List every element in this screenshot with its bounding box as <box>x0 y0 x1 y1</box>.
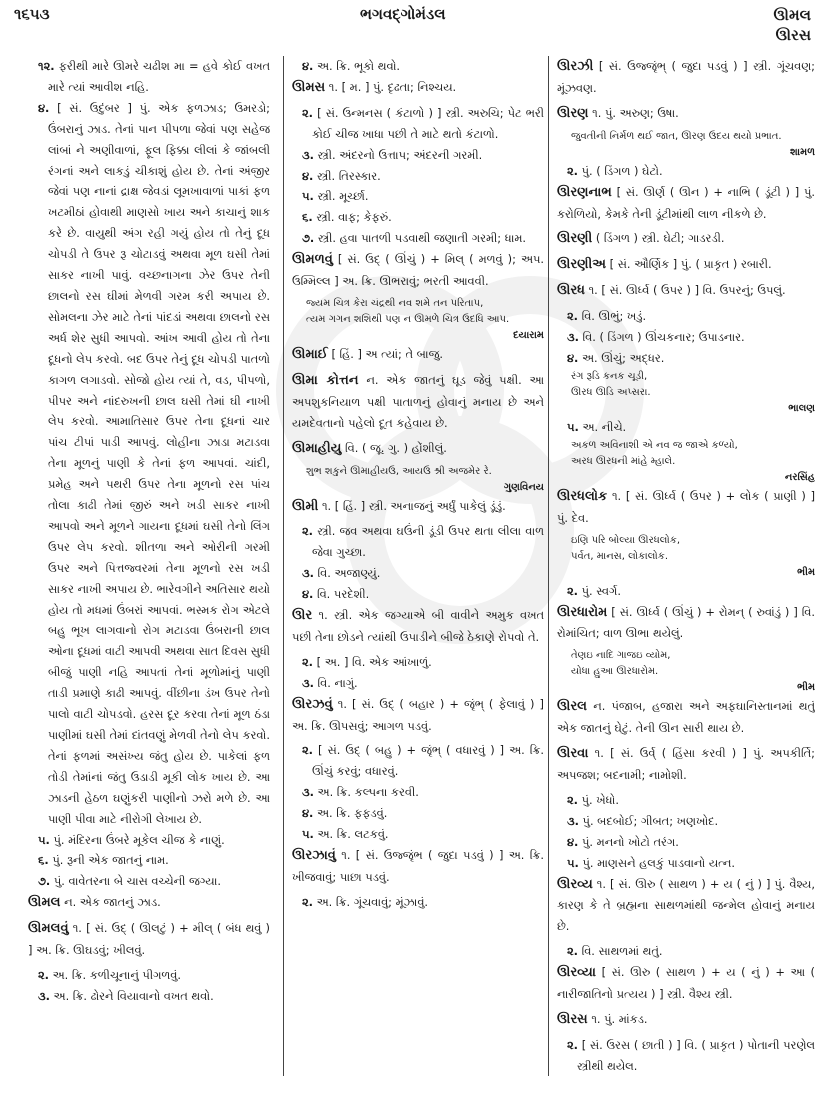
sense-text: ફરીથી મારે ઊમરે ચઢીશ મા = હવે કોઈ વખત મારે ત્યાં આવીશ નહિ. <box>48 59 270 94</box>
sense-text: વિ. નાગું. <box>317 675 358 690</box>
entry-sense <box>567 348 815 369</box>
quote-line: અકળ અવિનાશી એ નવ જ જાએ કળ્યો, <box>571 439 738 451</box>
headword: ઊમા કોત્તન <box>292 372 359 388</box>
quote-line: અરધ ઊરધની માંહે મ્હાલે. <box>571 455 676 467</box>
dictionary-entry <box>557 743 815 786</box>
entry-sense <box>567 1035 815 1076</box>
entry-sense <box>567 941 815 962</box>
entry-sense <box>302 228 544 249</box>
sense-text: પું. વાવેતરના બે ચાસ વચ્ચેની જગ્યા. <box>53 874 222 889</box>
sense-text: પું. ખેધો. <box>581 792 619 807</box>
definition-text: [ સં. ઉજ્જૃંભ્ ( જુદા પડવું ) ] સ્ત્રી. ગૂંચવણ; મૂંઝવણ. <box>557 59 815 95</box>
column-middle <box>283 56 544 1076</box>
sense-text: વિ. સાથળમાં થતું. <box>581 944 663 959</box>
dictionary-columns <box>0 56 825 1093</box>
entry-sense <box>38 965 270 986</box>
definition-text: ૧. [ સં. ઉદ્ ( ઊલટું ) + મીલ્ ( બંધ થવું ) ] અ. ક્રિ. ઊઘડવું; ખીલવું. <box>28 921 270 958</box>
entry-sense <box>38 986 270 1007</box>
headword: ઊરવ્યા <box>557 965 596 981</box>
headword: ઊરધારોમ <box>557 604 608 620</box>
sense-text: અ. ક્રિ. ભૂકો થવો. <box>317 59 401 73</box>
definition-text: વિ. ( જૂ. ગુ. ) હોંશીલું. <box>345 440 447 455</box>
headword: ઊરલ <box>557 699 587 715</box>
sense-text: અ. ક્રિ. કળીચૂનાનું પીગળવું. <box>52 967 182 982</box>
entry-sense <box>302 673 544 694</box>
sense-text: પું. માણસને હલકું પાડવાનો યત્ન. <box>582 855 736 870</box>
sense-number: ૪. <box>302 59 314 73</box>
dictionary-entry <box>557 228 815 250</box>
dictionary-entry <box>557 182 815 225</box>
dictionary-entry <box>292 249 544 292</box>
sense-text: અ. ક્રિ. ઢોરને વિયાવાનો વખત થવો. <box>53 988 214 1003</box>
quote-line: તેણઇ નાદિ ગાજઇ વ્યોમ, <box>571 650 671 662</box>
dictionary-entry <box>557 962 815 1005</box>
sense-text: સ્ત્રી. તિરસ્કાર. <box>317 168 381 183</box>
sense-number: ૪. <box>302 168 314 183</box>
quote-source: ગુણવિનય <box>503 481 544 493</box>
headword: ઊમી <box>292 498 319 514</box>
entry-sense <box>567 790 815 811</box>
dictionary-entry <box>557 874 815 938</box>
sense-number: ૨. <box>567 163 579 178</box>
quote-line: ઇણિ પરિ બોલ્યા ઊરધલોક, <box>571 534 681 546</box>
entry-sense <box>38 871 270 892</box>
sense-text: વિ. અજાણ્યું. <box>317 566 381 581</box>
sense-number: ૩. <box>567 813 579 828</box>
definition-text: ૧. [ સં. ઊર્ધ્વ ( ઉપર ) + લોક ( પ્રાણી ) ] પું. દેવ. <box>557 488 815 525</box>
quote-line: ઊરધ ઊડિ અપ્સરા. <box>571 386 651 398</box>
definition-text: ૧. [ સં. ઊરુ ( સાથળ ) + ય ( નું ) ] પું. વૈશ્ય, કારણ કે તે બ્રહ્મના સાથળમાંથી જન્મેલ હોવાનું મનાય છે. <box>557 876 815 934</box>
sense-number: ૪. <box>567 350 579 365</box>
sense-number: ૪. <box>38 100 50 115</box>
entry-sense <box>567 581 815 602</box>
headword: ઊરણીઅ <box>557 257 606 273</box>
definition-text: [ હિં. ] અ ત્યાં; તે બાજુ. <box>331 346 443 361</box>
definition-text: ( ડિંગળ ) સ્ત્રી. ઘેટી; ગાડરડી. <box>595 231 725 246</box>
dictionary-entry <box>557 602 815 645</box>
sense-number: ૧૨. <box>38 59 55 73</box>
entry-sense <box>302 186 544 207</box>
quote-source: ભાલણ <box>788 402 815 414</box>
headword: ઊમલવું <box>28 921 69 937</box>
entry-sense <box>302 892 544 913</box>
quote-source: ભીમ <box>797 566 815 578</box>
entry-sense <box>567 327 815 348</box>
entry-sense <box>567 161 815 182</box>
quote-line: યોધા હુઆ ઊરધારોમ. <box>571 666 659 678</box>
sense-number: ૬. <box>38 853 49 868</box>
definition-text: [ સં. ઔર્ણિક ] પું. ( પ્રાકૃત ) રબારી. <box>609 257 772 272</box>
citation-quote <box>557 438 815 486</box>
sense-number: ૨. <box>567 1037 579 1052</box>
sense-number: ૪. <box>302 587 314 602</box>
sense-number: ૩. <box>567 330 579 345</box>
headword: ઊમલ <box>28 895 61 911</box>
entry-sense <box>567 853 815 874</box>
headword: ઊરવા <box>557 746 589 762</box>
entry-sense <box>38 56 270 98</box>
sense-text: પું. સ્વર્ગ. <box>581 583 621 598</box>
sense-text: સ્ત્રી. વાફ; કેફરું. <box>316 210 392 225</box>
headword: ઊરસ <box>557 1012 588 1027</box>
entry-sense <box>302 103 544 145</box>
sense-text: [ સં. ઉદ્ ( બહુ ) + જૃંભ્ ( વધારવું ) ] અ. ક્રિ. ઊંચું કરવું; વધારવું. <box>312 743 544 779</box>
entry-sense <box>302 803 544 824</box>
entry-sense <box>302 824 544 845</box>
entry-sense <box>302 145 544 166</box>
entry-sense <box>302 563 544 584</box>
headword: ઊમસ <box>292 79 326 95</box>
dictionary-entry <box>292 370 544 434</box>
sense-text: સ્ત્રી. હવા પાતળી પડવાથી જણાતી ગરમી; ધામ. <box>317 231 527 246</box>
dictionary-entry <box>557 56 815 99</box>
book-title: ભગવદ્ગોમંડલ <box>360 5 446 23</box>
entry-sense <box>302 782 544 803</box>
sense-number: ૨. <box>567 792 579 807</box>
definition-text: ૧. સ્ત્રી. એક જગ્યાએ બી વાવીને અમુક વખત પછી તેના છોડને ત્યાંથી ઉપાડીને બીજે ઠેકાણે રોપવો તે. <box>292 608 544 644</box>
sense-number: ૫. <box>38 832 50 847</box>
headword: ઊરણ <box>557 105 589 121</box>
sense-number: ૭. <box>302 231 315 246</box>
definition-text: [ સં. ઊરુ ( સાથળ ) + ય ( નું ) + આ ( નારીજાતિનો પ્રત્યય ) ] સ્ત્રી. વૈશ્ય સ્ત્રી. <box>557 965 815 1002</box>
dictionary-entry <box>292 438 544 460</box>
sense-number: ૩. <box>302 675 314 690</box>
headword: ઊરધલોક <box>557 488 608 504</box>
sense-text: [ સં. ઉદુંબર ] પું. એક ફળઝાડ; ઉમરડો; ઉંબરાનું ઝાડ. તેનાં પાન પીપળા જેવાં પણ સહેજ લાંબાં ને અણીવાળાં, ફૂલ ફિક્કા લીલાં કે જાંબલી રંગનાં અને લાકડું ચીકાશું હોય છે. તેનાં અંજીર જેવાં પણ નાનાં દ્રાક્ષ જેવડાં લૂમખાવાળાં પાકાં ફળ ખટમીઠાં હોવાથી માણસો ખાય અને કાચાનું શાક કરે છે. વાયુથી અંગ રહી ગયું હોય તો તેનું દૂધ ચોપડી તે ઉપર રૂ ચોટાડવું અથવા મૂળ ઘસી તેમાં સાકર નાખી પાવું. વચ્છનાગના ઝેર ઉપર તેની છાલનો રસ ઘીમાં મેળવી ગરમ કરી અપાય છે. સોમલના ઝેર માટે તેનાં પાંદડાં અથવા છાલનો રસ અર્ધ શેર સુધી આપવો. આંખ આવી હોય તો તેના દૂધનો લેપ કરવો. બદ ઉપર તેનું દૂધ ચોપડી પાતળો કાગળ લગાડવો. સોજો હોય ત્યાં તે, વડ, પીપળો, પીપર અને નાંદરુખની છાલ ઘસી તેમાં ઘી નાખી લેપ કરવો. આમાતિસાર ઉપર તેના દૂધનાં ચાર પાંચ ટીપાં પાડી આપવું. લોહીના ઝાડા મટાડવા તેના મૂળનું પાણી કે તેનાં ફળ આપવાં. ચાંદી, પ્રમેહ અને પથરી ઉપર તેના મૂળનો રસ પાંચ તોલા કાઢી તેમાં જીરું અને ખડી સાકર નાખી આપવો અને મૂળને ગાયના દૂધમાં ઘસી તેનો લિંગ ઉપર લેપ કરવો. શીતળા અને ઓરીની ગરમી ઉપર અને પિત્તજ્વરમાં તેના મૂળનો રસ ખડી સાકર નાખી અપાય છે. ભારેવગીને અતિસાર થયો હોય તો મધમાં ઉંબરાં આપવાં. ભસ્મક રોગ એટલે બહુ ભૂખ લાગવાનો રોગ મટાડવા ઉંબરાની છાલ ઓના દૂધમાં વાટી આપવી અથવા સાત દિવસ સુધી બીજું પાણી નહિ આપતાં તેનાં મૂળોમાંનું પાણી તાડી પ્રમાણે કાઢી આપવું. વીંછીના ડંખ ઉપર તેનો પાલો વાટી ચોપડવો. હરસ દૂર કરવા તેનાં મૂળ ઠંડા પાણીમાં ઘસી તેમાં દાંતવણું મેળવી તેનો લેપ કરવો. તેનાં ફળમાં અસંખ્ય જંતુ હોય છે. પાકેલાં ફળ તોડી તેમાંનાં જંતુ ઉડાડી મૂકી લોક ખાય છે. આ ઝાડની હેઠળ ઘણુંકરી પાણીનો ઝરો મળે છે. આ પાણી પીવા માટે નીરોગી લેખાય છે. <box>48 100 270 826</box>
dictionary-entry <box>292 605 544 648</box>
sense-text: અ. ક્રિ. ફફડવું. <box>317 806 388 821</box>
definition-text: ૧. [ હિં. ] સ્ત્રી. અનાજનું અર્ધું પાકેલું ડૂંડું. <box>321 498 506 513</box>
headword: ઊરઝવું <box>292 696 333 712</box>
dictionary-entry <box>28 918 270 961</box>
entry-sense <box>567 832 815 853</box>
page-number: ૧૬૫૩ <box>14 5 50 23</box>
dictionary-entry <box>557 280 815 302</box>
entry-sense <box>38 98 270 830</box>
sense-number: ૨. <box>567 309 579 324</box>
guide-words <box>774 5 811 45</box>
quote-source: નરસિંહ <box>784 471 815 483</box>
entry-sense <box>302 207 544 228</box>
sense-text: અ. ક્રિ. કલ્પના કરવી. <box>317 785 419 800</box>
quote-line: જ્યમ ચિત્ર કેરા ચંદ્રથી નવ શમે તન પરિતાપ, <box>306 297 484 309</box>
citation-quote <box>557 648 815 696</box>
sense-text: પું. બદબોઈ; ગીબત; ખણખોદ. <box>582 813 719 828</box>
sense-text: અ. ક્રિ. લટકવું. <box>317 827 389 842</box>
headword: ઊમાહીયુ <box>292 440 342 456</box>
dictionary-entry <box>292 496 544 518</box>
definition-text: ન. પંજાબ, હજારા અને અફઘાનિસ્તાનમાં થતું એક જાતનું ઘેટું. તેની ઊન સારી થાય છે. <box>557 699 815 736</box>
sense-text: [ સં. ઉન્મનસ ( કંટાળો ) ] સ્ત્રી. અરુચિ; પેટ ભરી કોઈ ચીજ ખાધા પછી તે માટે થતો કંટાળો. <box>312 105 544 141</box>
dictionary-entry <box>292 694 544 737</box>
dictionary-entry <box>292 344 544 366</box>
entry-sense <box>38 830 270 851</box>
definition-text: ૧. [ સં. ઉર્વ્ ( હિંસા કરવી ) ] પું. અપકીર્તિ; અપજશ; બદનામી; નામોશી. <box>557 746 815 783</box>
headword: ઊરઝી <box>557 59 594 74</box>
entry-sense <box>567 306 815 327</box>
headword: ઊરવ્ય <box>557 876 593 892</box>
sense-text: [ અ. ] વિ. એક આંખાળું. <box>316 654 432 669</box>
sense-number: ૨. <box>567 583 579 598</box>
quote-line: જુવતીની નિર્મળ થઈ જાત, ઊરણ ઉદય થયો પ્રભાત. <box>571 130 782 142</box>
column-right <box>548 56 815 1076</box>
dictionary-entry <box>292 77 544 99</box>
definition-text: [ સં. ઊર્ણ ( ઊન ) + નાભિ ( ડૂંટી ) ] પું. કરોળિયો, કેમકે તેની ડૂંટીમાંથી લાળ નીકળે છે. <box>557 184 815 221</box>
definition-text: ન. એક જાતનું ઝાડ. <box>64 895 161 910</box>
dictionary-entry <box>292 845 544 888</box>
sense-text: અ. ઊંચું; અદ્ધર. <box>582 350 665 365</box>
entry-sense <box>302 740 544 782</box>
citation-quote <box>292 464 544 496</box>
sense-text: વિ. પરદેશી. <box>317 587 370 602</box>
headword: ઊરણી <box>557 231 593 247</box>
column-left <box>28 56 270 1076</box>
quote-line: ત્યમ ગગન શશિથી પણ ન ઊમળે ચિત્ર ઉદધિ આપ. <box>306 313 510 325</box>
sense-text: સ્ત્રી. અંદરનો ઉત્તાપ; અંદરની ગરમી. <box>317 147 483 162</box>
headword: ઊમાઈ <box>292 346 328 362</box>
definition-text: ૧. [ સં. ઉજ્જૃંભ ( જુદા પડવું ) ] અ. ક્રિ. ખીજવાવું; પાછા પડવું. <box>292 848 544 884</box>
entry-sense <box>38 850 270 871</box>
dictionary-entry <box>557 486 815 529</box>
entry-sense <box>302 166 544 187</box>
sense-text: વિ. ઊભું; ખડું. <box>581 309 647 324</box>
entry-sense <box>302 56 544 77</box>
definition-text: ૧. પું. માંકડ. <box>591 1012 648 1026</box>
definition-text: [ સં. ઉદ્ ( ઊંચું ) + મિલ્ ( મળવું ); અપ. ઉમ્મિલ્લ ] અ. ક્રિ. ઊભરાવું; ભરતી આવવી. <box>292 252 544 289</box>
citation-quote <box>557 129 815 161</box>
sense-number: ૫. <box>567 855 579 870</box>
sense-text: પું. રૂની એક જાતનું નામ. <box>52 853 169 868</box>
sense-number: ૨. <box>302 654 314 669</box>
headword: ઊરણનાભ <box>557 184 612 200</box>
sense-number: ૬. <box>302 210 313 225</box>
sense-number: ૩. <box>302 785 314 800</box>
quote-source: શામળ <box>789 146 815 158</box>
sense-text: પું. મનનો ખોટો તરંગ. <box>582 834 679 849</box>
sense-text: પું. ( ડિંગળ ) ઘેટો. <box>581 163 663 178</box>
sense-number: ૨. <box>567 944 579 959</box>
entry-sense <box>302 584 544 605</box>
sense-number: ૩. <box>38 988 50 1003</box>
headword: ઊરઝાવું <box>292 848 336 863</box>
headword: ઊમળવું <box>292 252 333 268</box>
citation-quote <box>292 296 544 344</box>
entry-sense <box>302 652 544 673</box>
sense-text: અ. નીચે. <box>582 419 627 434</box>
definition-text: ૧. [ સં. ઊર્ધ્વ ( ઉપર ) ] વિ. ઉપરનું; ઉપલું. <box>588 283 786 298</box>
citation-quote <box>557 533 815 581</box>
headword: ઊર <box>292 608 313 624</box>
sense-text: સ્ત્રી. મૂર્ચ્છા. <box>317 189 369 204</box>
definition-text: ૧. પું. અરુણ; ઉષા. <box>592 105 679 120</box>
sense-number: ૫. <box>302 827 314 842</box>
sense-number: ૩. <box>302 147 314 162</box>
dictionary-entry <box>557 103 815 125</box>
sense-number: ૨. <box>302 894 314 909</box>
sense-number: ૭. <box>38 874 51 889</box>
sense-number: ૪. <box>302 806 314 821</box>
quote-source: ભીમ <box>797 682 815 694</box>
sense-text: સ્ત્રી. જવ અથવા ઘઉંની ડૂંડી ઉપર થતા લીલા વાળ જેવા ગુચ્છા. <box>312 524 544 560</box>
sense-number: ૨. <box>302 105 314 120</box>
definition-text: ૧. [ મ. ] પું. દૃઢતા; નિશ્ચય. <box>328 79 457 94</box>
sense-text: વિ. ( ડિંગળ ) ઊંચકનાર; ઉપાડનાર. <box>582 330 745 345</box>
sense-number: ૨. <box>302 524 314 539</box>
entry-sense <box>567 811 815 832</box>
sense-number: ૨. <box>38 967 50 982</box>
entry-sense <box>567 417 815 438</box>
entry-sense <box>302 521 544 563</box>
citation-quote <box>557 369 815 417</box>
definition-text: ૧. [ સં. ઉદ્ ( બહાર ) + જૃંભ્ ( ફેલાવું ) ] અ. ક્રિ. ઊપસવું; આગળ પડવું. <box>292 696 544 733</box>
sense-text: પું. મંદિરના ઉંબરે મૂકેલ ચીજ કે નાણું. <box>53 832 225 847</box>
guide-word-first: ઊમલ <box>773 6 811 24</box>
dictionary-entry <box>557 254 815 276</box>
quote-line: શુભ શકુને ઊમાહીયઉ, આયઉ શ્રી અજમેર રે. <box>306 465 492 477</box>
sense-number: ૨. <box>302 743 314 758</box>
dictionary-entry <box>557 1009 815 1031</box>
quote-line: રંગ રૂડિ કનક ચૂડી, <box>571 370 648 382</box>
dictionary-entry <box>557 696 815 739</box>
sense-number: ૩. <box>302 566 314 581</box>
dictionary-entry <box>28 892 270 914</box>
definition-text: [ સં. ઊર્ધ્વ ( ઊંચું ) + રોમન્ ( રુવાંડું ) ] વિ. રોમાંચિત; વાળ ઊભા થયેલું. <box>557 604 815 641</box>
sense-text: [ સં. ઉરસ ( છાતી ) ] વિ. ( પ્રાકૃત ) પોતાની પરણેલ સ્ત્રીથી થયેલ. <box>577 1037 815 1073</box>
guide-word-last: ઊરસ <box>775 26 811 44</box>
sense-number: ૪. <box>567 834 579 849</box>
sense-text: અ. ક્રિ. ગૂંચવાવું; મૂંઝાવું. <box>316 894 429 909</box>
definition-text: ન. એક જાતનું ઘૂડ જેવું પક્ષી. આ અપશુકનિયાળ પક્ષી પાતાળનું હોવાનું મનાય છે અને યમદેવતાનો પહેલો દૂત કહેવાય છે. <box>292 372 544 430</box>
sense-number: ૫. <box>567 419 579 434</box>
sense-number: ૫. <box>302 189 314 204</box>
headword: ઊરધ <box>557 283 585 299</box>
page-header <box>0 0 825 56</box>
quote-line: પર્વત, માનસ, લોકાલોક. <box>571 550 668 562</box>
quote-source: દયારામ <box>513 329 544 341</box>
